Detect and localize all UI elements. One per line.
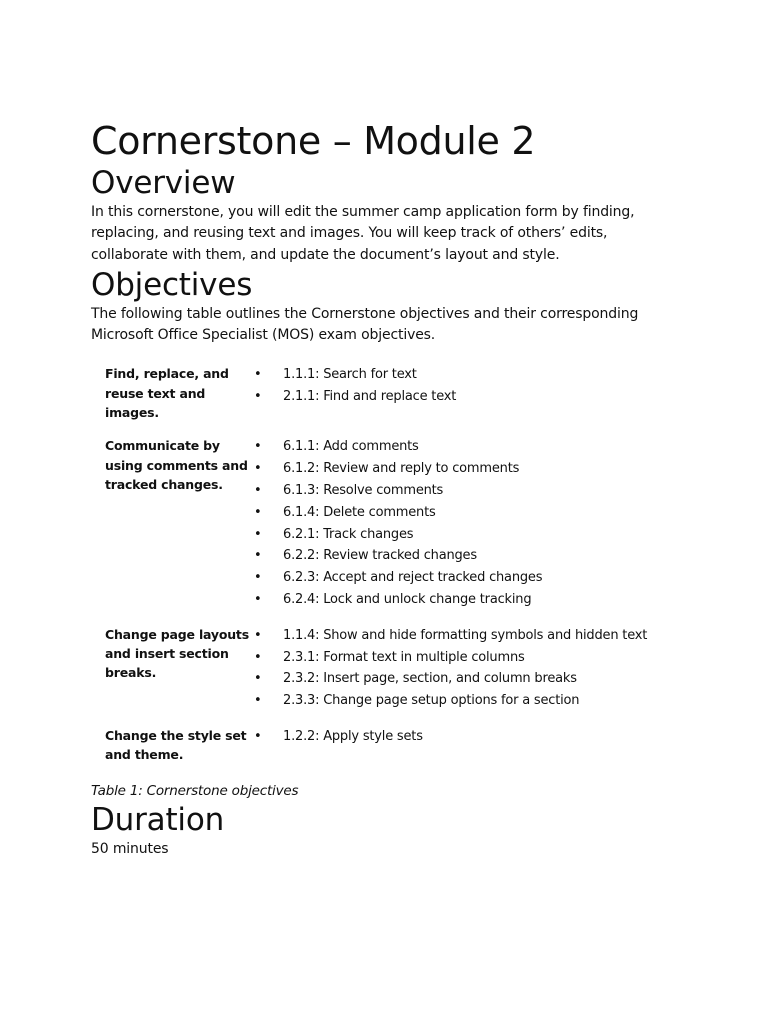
mos-objective-item: • 6.1.3: Resolve comments (252, 480, 665, 502)
bullet-icon: • (254, 728, 262, 744)
objectives-row-style-set (105, 726, 665, 765)
mos-objectives-list (252, 436, 665, 610)
bullet-icon: • (254, 439, 262, 455)
bullet-icon: • (254, 389, 262, 405)
objectives-row-find-replace (105, 364, 665, 422)
mos-objective-item: • 6.2.1: Track changes (252, 524, 665, 546)
mos-objective-item: • 6.1.1: Add comments (252, 436, 665, 458)
mos-objective-item: • 2.1.1: Find and replace text (252, 386, 665, 408)
bullet-icon: • (254, 649, 262, 665)
mos-objective-item: • 2.3.1: Format text in multiple columns (252, 647, 665, 669)
objective-label: Change the style set and theme. (105, 727, 247, 763)
mos-objective-item: • 2.3.3: Change page setup options for a section (252, 690, 665, 712)
bullet-icon: • (254, 482, 262, 498)
mos-objective-item: • 6.1.4: Delete comments (252, 502, 665, 524)
mos-objective-item: • 1.2.2: Apply style sets (252, 726, 665, 748)
objectives-row-comments (105, 436, 665, 610)
bullet-icon: • (254, 570, 262, 586)
objective-label: Communicate by using comments and tracked changes. (105, 438, 248, 492)
mos-objective-item: • 1.1.1: Search for text (252, 364, 665, 386)
bullet-icon: • (254, 461, 262, 477)
bullet-icon: • (254, 693, 262, 709)
overview-text: In this cornerstone, you will edit the summer camp application form by finding, replacing, and reusing text and images. You will keep track of others’ edits, collaborate with them, and update the document’s layout and style. (91, 204, 635, 263)
bullet-icon: • (254, 627, 262, 643)
table-caption: Table 1: Cornerstone objectives (91, 782, 299, 799)
mos-objectives-list (252, 364, 665, 408)
mos-objective-item: • 2.3.2: Insert page, section, and column breaks (252, 668, 665, 690)
bullet-icon: • (254, 526, 262, 542)
objective-label: Change page layouts and insert section breaks. (105, 626, 249, 681)
duration-heading: Duration (91, 801, 225, 838)
bullet-icon: • (254, 548, 262, 564)
bullet-icon: • (254, 367, 262, 383)
mos-objective-item: • 1.1.4: Show and hide formatting symbols and hidden text (252, 625, 665, 647)
mos-objective-item: • 6.2.4: Lock and unlock change tracking (252, 589, 665, 611)
objectives-table (105, 364, 665, 764)
bullet-icon: • (254, 671, 262, 687)
objectives-row-page-layout (105, 625, 665, 712)
mos-objective-item: • 6.1.2: Review and reply to comments (252, 458, 665, 480)
objectives-heading: Objectives (91, 266, 253, 303)
bullet-icon: • (254, 591, 262, 607)
objectives-intro-text: The following table outlines the Cornerstone objectives and their corresponding Microsoft Office Specialist (MOS) exam objectives. (91, 305, 639, 344)
mos-objectives-list (252, 625, 665, 712)
document-title: Cornerstone – Module 2 (91, 119, 536, 163)
mos-objective-item: • 6.2.2: Review tracked changes (252, 545, 665, 567)
bullet-icon: • (254, 504, 262, 520)
duration-text: 50 minutes (91, 840, 169, 857)
mos-objective-item: • 6.2.3: Accept and reject tracked changes (252, 567, 665, 589)
objective-label: Find, replace, and reuse text and images. (105, 366, 229, 421)
overview-heading: Overview (91, 165, 236, 201)
mos-objectives-list (252, 726, 665, 748)
